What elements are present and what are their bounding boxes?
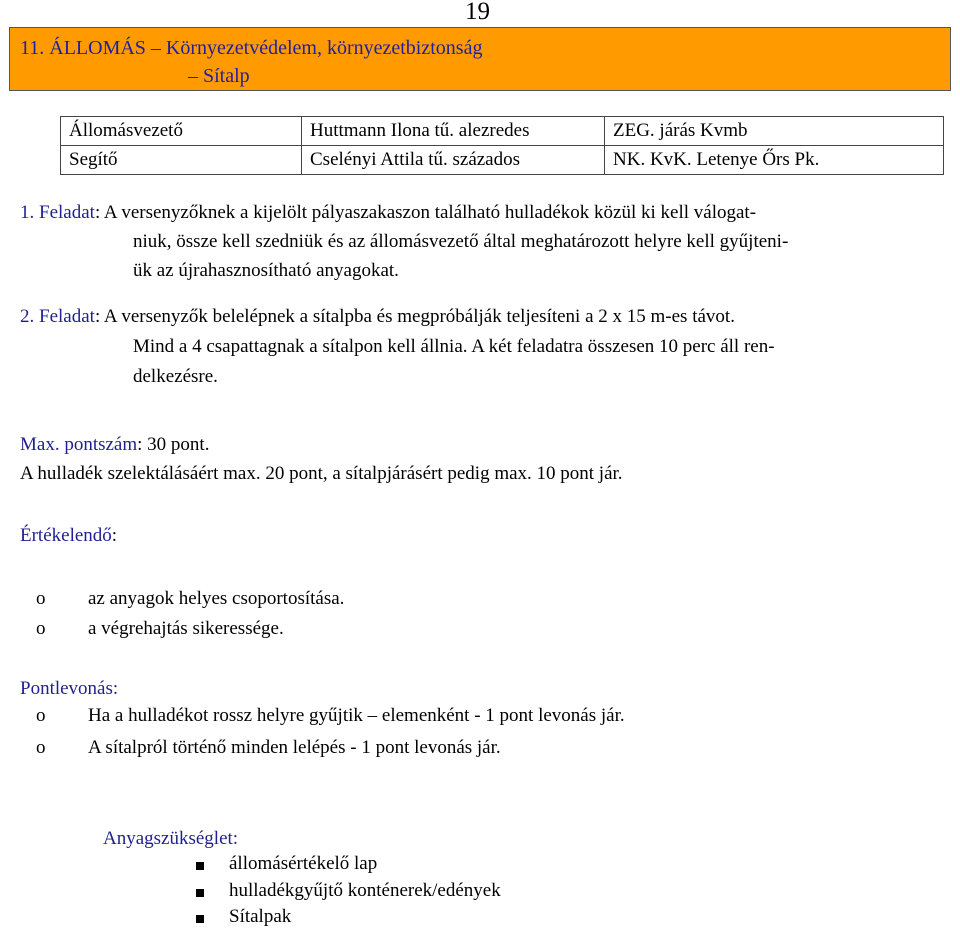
- station-subtitle: – Sítalp: [188, 65, 250, 87]
- page-number: 19: [465, 0, 490, 25]
- table-row: [61, 146, 944, 175]
- task-1-line-2: niuk, össze kell szedniük és az állomásvezető által meghatározott helyre kell gyűjteni-: [133, 231, 789, 252]
- station-title: 11. ÁLLOMÁS – Környezetvédelem, környezetbiztonság: [20, 37, 483, 59]
- square-bullet-icon: [196, 915, 204, 923]
- task-2-line-2: Mind a 4 csapattagnak a sítalpon kell állnia. A két feladatra összesen 10 perc áll ren-: [133, 336, 775, 357]
- unit-cell: NK. KvK. Letenye Őrs Pk.: [605, 146, 944, 175]
- list-item: hulladékgyűjtő konténerek/edények: [229, 880, 501, 901]
- task-2-line-3: delkezésre.: [133, 366, 218, 387]
- task-1-line-1: [20, 202, 756, 224]
- task-2-text: : A versenyzők belelépnek a sítalpba és megpróbálják teljesíteni a 2 x 15 m-es távot.: [94, 306, 735, 327]
- max-score-value: : 30 pont.: [137, 434, 210, 455]
- square-bullet-icon: [196, 862, 204, 870]
- table-row: [61, 117, 944, 146]
- task-2-line-1: [20, 306, 735, 328]
- list-item: Sítalpak: [229, 906, 292, 927]
- name-cell: Cselényi Attila tű. százados: [302, 146, 605, 175]
- staff-table: [60, 116, 944, 175]
- list-item: A sítalpról történő minden lelépés - 1 pont levonás jár.: [88, 737, 501, 758]
- evaluation-heading: [20, 525, 117, 547]
- unit-cell: ZEG. járás Kvmb: [605, 117, 944, 146]
- list-item: az anyagok helyes csoportosítása.: [88, 588, 345, 609]
- task-1-text: : A versenyzőknek a kijelölt pályaszakaszon található hulladékok közül ki kell válogat-: [94, 202, 757, 223]
- deductions-heading: Pontlevonás:: [20, 678, 119, 699]
- list-bullet: o: [36, 737, 46, 758]
- materials-heading: Anyagszükséglet:: [103, 828, 239, 849]
- list-bullet: o: [36, 705, 46, 726]
- evaluation-heading-label: Értékelendő: [20, 525, 112, 546]
- name-cell: Huttmann Ilona tű. alezredes: [302, 117, 605, 146]
- score-detail: A hulladék szelektálásáért max. 20 pont, a sítalpjárásért pedig max. 10 pont jár.: [20, 463, 623, 484]
- role-cell: Segítő: [61, 146, 302, 175]
- max-score: [20, 434, 209, 456]
- role-cell: Állomásvezető: [61, 117, 302, 146]
- list-bullet: o: [36, 588, 46, 609]
- max-score-label: Max. pontszám: [20, 434, 138, 455]
- task-1-line-3: ük az újrahasznosítható anyagokat.: [133, 260, 399, 281]
- list-item: Ha a hulladékot rossz helyre gyűjtik – elemenként - 1 pont levonás jár.: [88, 705, 625, 726]
- task-2-label: 2. Feladat: [20, 306, 95, 327]
- square-bullet-icon: [196, 889, 204, 897]
- evaluation-heading-colon: :: [111, 525, 118, 546]
- list-item: állomásértékelő lap: [229, 853, 378, 874]
- list-item: a végrehajtás sikeressége.: [88, 618, 284, 639]
- list-bullet: o: [36, 618, 46, 639]
- task-1-label: 1. Feladat: [20, 202, 95, 223]
